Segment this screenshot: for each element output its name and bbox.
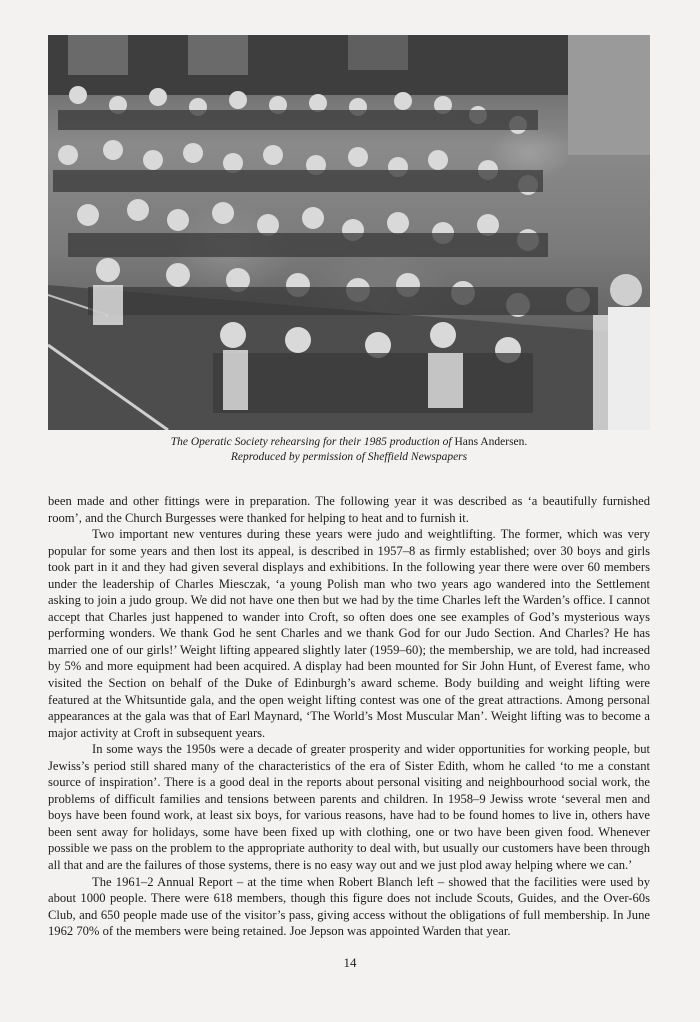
paragraph-1: been made and other fittings were in preparation. The following year it was described as ‘a beautifully furnished room’, and the Church Burgesses were thanked for helping to heat and to furnish it.	[48, 494, 650, 525]
rehearsal-photograph	[48, 35, 650, 430]
body-text	[48, 493, 650, 940]
paragraph-2: Two important new ventures during these years were judo and weightlifting. The former, which was very popular for some years and then lost its appeal, is described in 1957–8 as firmly established; over 30 boys and girls took part in it and they had given several displays and exhibitions. In the following year there were over 60 members under the leadership of Charles Miesczak, ‘a young Polish man who two years ago wandered into the Settlement asking to join a judo group. We did not have one then but we had by the time Charles left the Warden’s office. I cannot accept that Charles just happened to wander into Croft, so often does one see examples of God’s mysterious ways performing wonders. We thank God he sent Charles and we thank God for our Judo Section. And Charles? He has married one of our girls!’ Weight lifting appeared slightly later (1959–60); the membership, we are told, had increased by 5% and more equipment had been acquired. A display had been mounted for Sir John Hunt, of Everest fame, who visited the Section on behalf of the Duke of Edinburgh’s award scheme. Body building and weight lifting were featured at the Whitsuntide gala, and the open weight lifting contest was one of the great attractions. Among personal appearances at the gala was that of Earl Maynard, ‘The World’s Most Muscular Man’. Weight lifting was to become a major activity at Croft in subsequent years.	[48, 527, 650, 740]
paragraph-3: In some ways the 1950s were a decade of greater prosperity and wider opportunities for working people, but Jewiss’s period still shared many of the characteristics of the era of Sister Edith, whom he called ‘to me a constant source of inspiration’. There is a good deal in the reports about personal visiting and neighbourhood social work, the problems of difficult families and tensions between parents and children. In 1958–9 Jewiss wrote ‘several men and boys have been found work, at least six boys, for various reasons, have had to be found homes to live in, others have been sent away for holidays, some have been fixed up with clothing, one or two have been given food. Whenever possible we pass on the problem to the appropriate authority to deal with, but usually our customers have been through all that and are the failures of those systems, there is no easy way out and we just plod away helping where we can.’	[48, 742, 650, 873]
page-number: 14	[343, 955, 357, 970]
photograph-icon	[48, 35, 650, 430]
paragraph-4: The 1961–2 Annual Report – at the time when Robert Blanch left – showed that the facilities were used by about 1000 people. There were 618 members, though this figure does not include Scouts, Guides, and the Over-60s Club, and 650 people made use of the visitor’s pass, giving access without the obligations of full membership. In June 1962 70% of the members were being retained. Joe Jepson was appointed Warden that year.	[48, 874, 650, 939]
photo-caption-line-1	[48, 435, 650, 450]
caption-prefix: The Operatic Society rehearsing for their 1985 production of	[170, 436, 452, 448]
caption-title: Hans Andersen.	[454, 436, 528, 448]
photo-caption-line-2: Reproduced by permission of Sheffield Newspapers	[230, 451, 468, 463]
